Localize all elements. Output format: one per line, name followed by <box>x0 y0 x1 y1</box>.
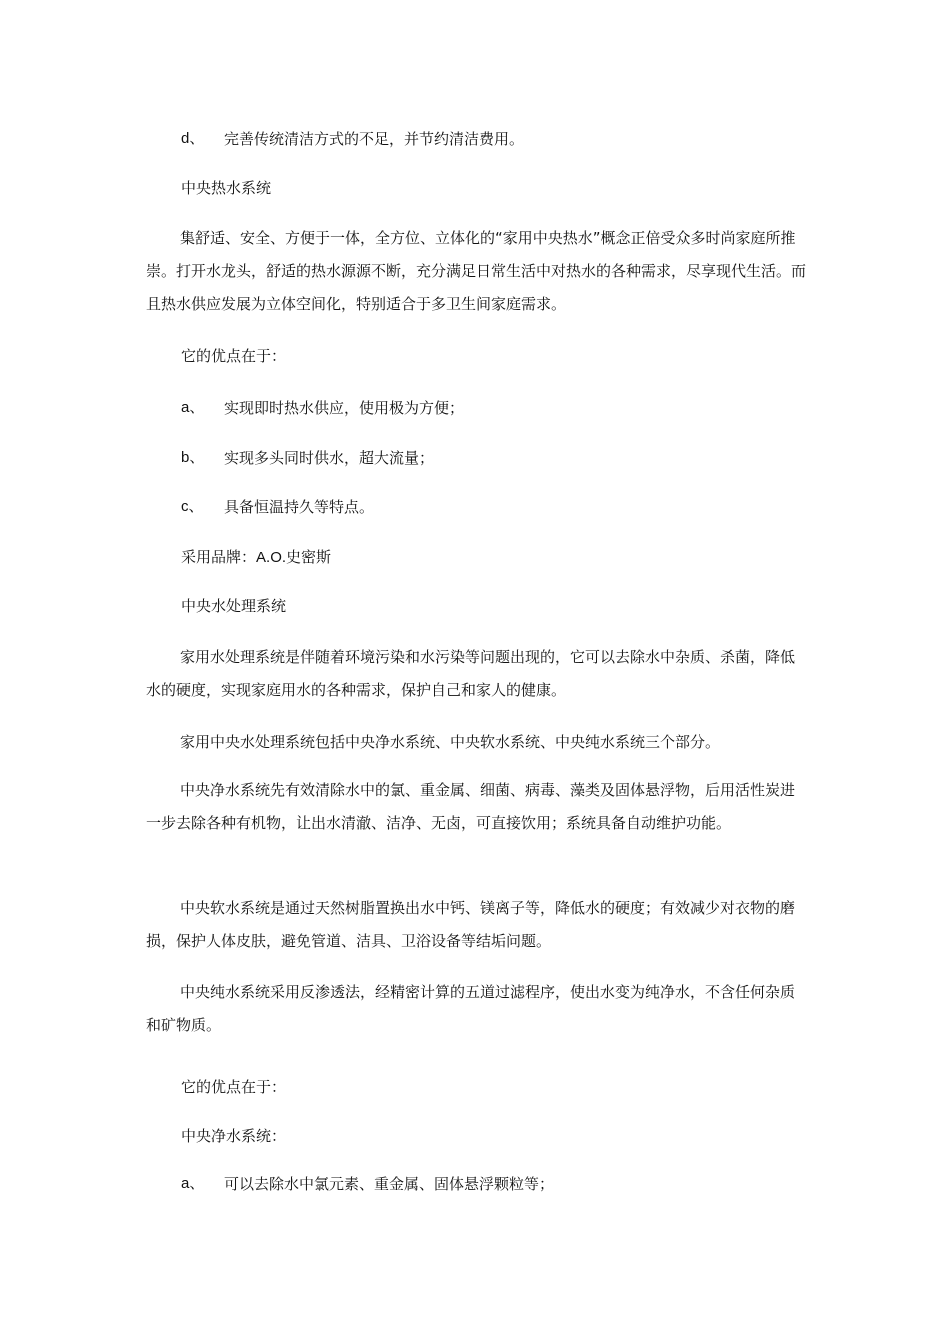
list-item-text-a-2: 可以去除水中氯元素、重金属、固体悬浮颗粒等； <box>224 1175 555 1193</box>
paragraph-softening-system: 中央软水系统是通过天然树脂置换出水中钙、镁离子等，降低水的硬度；有效减少对衣物的磨损，保护人体皮肤，避免管道、洁具、卫浴设备等结垢问题。 <box>146 899 796 950</box>
list-item-text-b: 实现多头同时供水，超大流量； <box>224 449 435 467</box>
paragraph-hot-water-intro: 集舒适、安全、方便于一体，全方位、立体化的“家用中央热水”概念正倍受众多时尚家庭所推崇。打开水龙头，舒适的热水源源不断，充分满足日常生活中对热水的各种需求，尽享现代生活。而且热水供应发展为立体空间化，特别适合于多卫生间家庭需求。 <box>146 229 807 313</box>
brand-label: 采用品牌： <box>181 548 257 566</box>
paragraph-water-treatment-intro: 家用水处理系统是伴随着环境污染和水污染等问题出现的，它可以去除水中杂质、杀菌，降低水的硬度，实现家庭用水的各种需求，保护自己和家人的健康。 <box>146 648 796 699</box>
paragraph-pure-water-system: 中央纯水系统采用反渗透法，经精密计算的五道过滤程序，使出水变为纯净水，不含任何杂质和矿物质。 <box>146 983 796 1034</box>
list-marker-a-1: a、 <box>181 399 205 416</box>
subheading-purification-system: 中央净水系统： <box>181 1127 287 1145</box>
section-heading-central-hot-water: 中央热水系统 <box>181 179 272 197</box>
paragraph-purification-system: 中央净水系统先有效清除水中的氯、重金属、细菌、病毒、藻类及固体悬浮物，后用活性炭进一步去除各种有机物，让出水清澈、洁净、无卤，可直接饮用；系统具备自动维护功能。 <box>146 781 796 832</box>
paragraph-water-treatment-parts: 家用中央水处理系统包括中央净水系统、中央软水系统、中央纯水系统三个部分。 <box>180 733 721 751</box>
advantages-heading-1: 它的优点在于： <box>181 347 287 365</box>
list-item-text-d: 完善传统清洁方式的不足，并节约清洁费用。 <box>224 130 525 148</box>
list-marker-d: d、 <box>181 130 205 147</box>
list-item-text-a-1: 实现即时热水供应，使用极为方便； <box>224 399 465 417</box>
advantages-heading-2: 它的优点在于： <box>181 1078 287 1096</box>
list-marker-c: c、 <box>181 498 204 515</box>
section-heading-water-treatment: 中央水处理系统 <box>181 597 287 615</box>
brand-value: A.O.史密斯 <box>256 549 332 566</box>
brand-line <box>181 547 331 568</box>
list-marker-a-2: a、 <box>181 1175 205 1192</box>
list-marker-b: b、 <box>181 449 205 466</box>
list-item-text-c: 具备恒温持久等特点。 <box>224 498 375 516</box>
